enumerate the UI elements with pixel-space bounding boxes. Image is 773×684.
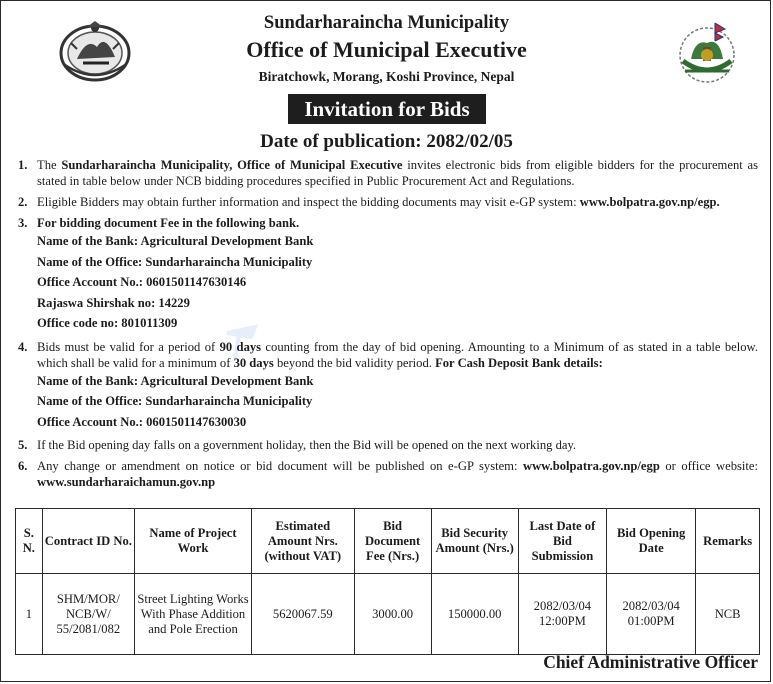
- item-bold-text: Sundarharaincha Municipality, Office of Municipal Executive: [61, 158, 403, 172]
- cell-sn: 1: [16, 574, 43, 655]
- notice-header: [1, 1, 772, 169]
- cell-estimated-amount: 5620067.59: [252, 574, 355, 655]
- item-text: If the Bid opening day falls on a government holiday, then the Bid will be opened on the next working day.: [37, 438, 577, 452]
- rajaswa-shirshak: Rajaswa Shirshak no: 14229: [37, 295, 190, 310]
- cell-document-fee: 3000.00: [354, 574, 431, 655]
- column-header: Bid Security Amount (Nrs.): [431, 509, 518, 574]
- column-header: Remarks: [696, 509, 760, 574]
- cell-bid-security: 150000.00: [431, 574, 518, 655]
- item-heading: For bidding document Fee in the following bank.: [37, 216, 300, 230]
- notice-item-5: [1, 437, 772, 453]
- cell-opening-date: 2082/03/04 01:00PM: [607, 574, 696, 655]
- egp-link[interactable]: www.bolpatra.gov.np/egp.: [579, 195, 720, 209]
- item-bold-text: 30 days: [233, 355, 274, 370]
- column-header: S. N.: [16, 509, 43, 574]
- item-text: Bids must be valid for a period of: [37, 339, 220, 354]
- fee-account-number: Office Account No.: 0601501147630146: [37, 275, 247, 289]
- bid-table: [15, 508, 760, 655]
- item-bold-text: For Cash Deposit Bank details:: [435, 355, 603, 370]
- column-header: Name of Project Work: [135, 509, 252, 574]
- cell-contract-id: SHM/MOR/ NCB/W/ 55/2081/082: [42, 574, 134, 655]
- item-bold-text: 90 days: [219, 339, 262, 354]
- office-address: Biratchowk, Morang, Koshi Province, Nepal: [258, 69, 515, 84]
- egp-link[interactable]: www.bolpatra.gov.np/egp: [523, 459, 660, 473]
- item-text: Any change or amendment on notice or bid document will be published on e-GP system:: [37, 459, 524, 473]
- column-header: Bid Opening Date: [607, 509, 696, 574]
- publication-date: Date of publication: 2082/02/05: [260, 131, 513, 152]
- item-text: or office website:: [659, 459, 758, 473]
- column-header: Contract ID No.: [42, 509, 134, 574]
- item-text: beyond the bid validity period.: [273, 355, 436, 370]
- notice-item-3: [1, 215, 772, 231]
- column-header: Last Date of Bid Submission: [518, 509, 606, 574]
- signature-title: Chief Administrative Officer: [543, 652, 758, 672]
- column-header: Bid Document Fee (Nrs.): [354, 509, 431, 574]
- municipality-name: Sundarharaincha Municipality: [263, 13, 510, 33]
- notice-title: Invitation for Bids: [288, 94, 486, 124]
- deposit-bank-name: Name of the Bank: Agricultural Development Bank: [37, 373, 314, 388]
- item-number: 4.: [18, 339, 28, 354]
- item-text: The: [37, 158, 62, 172]
- item-text: counting from the day of bid opening. Amounting to a Minimum of as stated in a table below. which shall be valid for a minimum of: [37, 339, 758, 370]
- notice-item-4: [1, 339, 772, 371]
- notice-item-2: [1, 194, 772, 210]
- item-number: 2.: [18, 195, 28, 209]
- table-row: [16, 574, 760, 655]
- cell-last-date: 2082/03/04 12:00PM: [518, 574, 606, 655]
- item-number: 1.: [18, 158, 28, 172]
- item-number: 5.: [18, 438, 28, 452]
- deposit-office-name: Name of the Office: Sundarharaincha Municipality: [37, 394, 313, 408]
- cell-project-name: Street Lighting Works With Phase Addition and Pole Erection: [135, 574, 252, 655]
- office-website-link[interactable]: www.sundarharaichamun.gov.np: [37, 475, 216, 489]
- notice-item-6: [1, 458, 772, 490]
- notice-item-1: [1, 157, 772, 189]
- item-text: Eligible Bidders may obtain further information and inspect the bidding documents may visit e-GP system:: [37, 195, 580, 209]
- deposit-account-number: Office Account No.: 0601501147630030: [37, 414, 247, 429]
- column-header: Estimated Amount Nrs. (without VAT): [252, 509, 355, 574]
- fee-bank-name: Name of the Bank: Agricultural Development Bank: [37, 234, 314, 248]
- item-number: 6.: [18, 459, 28, 473]
- fee-office-name: Name of the Office: Sundarharaincha Municipality: [37, 254, 313, 269]
- item-text: invites electronic bids from eligible bidders for the procurement as stated in table below under NCB bidding procedures specified in Public Procurement Act and Regulations.: [37, 158, 758, 188]
- item-number: 3.: [18, 216, 28, 230]
- office-name: Office of Municipal Executive: [246, 37, 527, 62]
- cell-remarks: NCB: [696, 574, 760, 655]
- table-header-row: [16, 509, 760, 574]
- notice-body: [1, 157, 772, 490]
- office-code: Office code no: 801011309: [37, 316, 178, 330]
